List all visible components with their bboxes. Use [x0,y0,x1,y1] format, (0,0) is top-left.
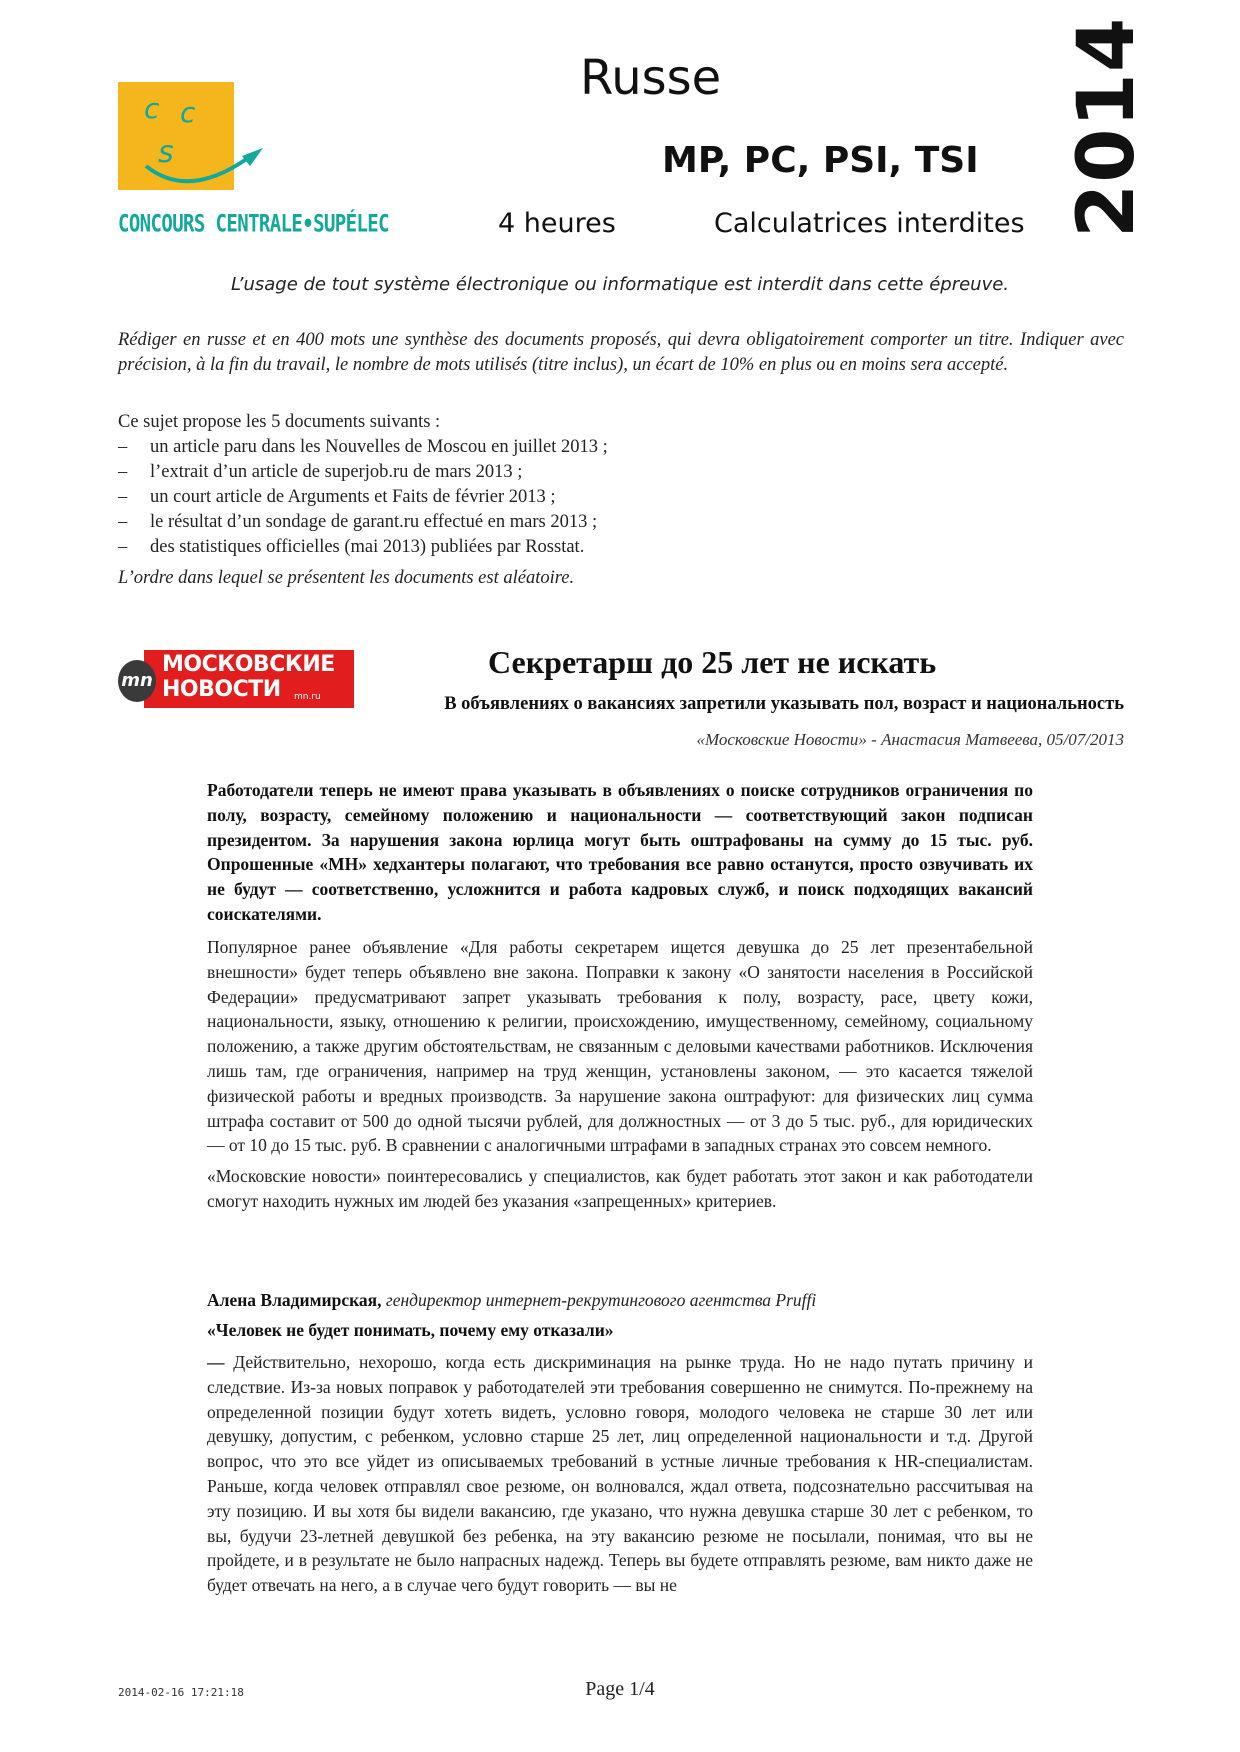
quote-title: «Человек не будет понимать, почему ему отказали» [207,1320,614,1340]
svg-text:c: c [144,92,160,125]
svg-text:c: c [180,96,196,129]
list-item: – un article paru dans les Nouvelles de Moscou en juillet 2013 ; [118,435,608,460]
article-body [207,935,1033,1220]
speaker-line [207,1288,1033,1313]
exam-series: MP, PC, PSI, TSI [662,140,979,181]
list-item: – des statistiques officielles (mai 2013) publiées par Rosstat. [118,535,608,560]
article-credit: «Московские Новости» - Анастасия Матвеева, 05/07/2013 [696,730,1124,749]
paragraph: Популярное ранее объявление «Для работы секретарем ищется девушка до 25 лет презентабельной внешности» будет теперь объявлено вне закона. Поправки к закону «О занятости населения в Российской Федерации» предусматривают запрет указывать требования к полу, возрасту, расе, цвету кожи, национальности, языку, отношению к религии, происхождению, имущественному, семейному, социальному положению, а также другим обстоятельствам, не связанным с деловыми качествами работников. Исключения лишь там, где ограничения, например на труд женщин, установлены законом, — это касается тяжелой физической работы и вредных производств. За нарушение закона оштрафуют: для физических лиц сумма штрафа составит от 500 до одной тысячи рублей, для должностных — от 3 до 5 тыс. руб., для юридических — от 10 до 15 тыс. руб. В сравнении с аналогичными штрафами в западных странах это совсем немного. [207,937,1033,1156]
list-item: – un court article de Arguments et Faits de février 2013 ; [118,485,608,510]
concours-logo [118,82,389,242]
article-lead: Работодатели теперь не имеют права указывать в объявлениях о поиске сотрудников ограничения по полу, возрасту, семейному положению и национальности — соответствующий закон подписан президентом. За нарушения закона юрлица могут быть оштрафованы на сумму до 15 тыс. руб. Опрошенные «МН» хедхантеры полагают, что требования все равно останутся, просто озвучивать их не будут — соответственно, усложнится и работа кадровых служб, и поиск подходящих вакансий соискателями. [207,780,1033,924]
exam-year: 2014 [1062,16,1152,238]
documents-intro: Ce sujet propose les 5 documents suivants : [118,412,441,432]
order-note: L’ordre dans lequel se présentent les documents est aléatoire. [118,568,575,588]
page-number: Page 1/4 [585,1678,655,1700]
article-title: Секретарш до 25 лет не искать [488,644,937,680]
list-item: – le résultat d’un sondage de garant.ru effectué en mars 2013 ; [118,510,608,535]
mn-badge-icon: mn [118,660,156,702]
logo-line-1: МОСКОВСКИЕ [162,652,335,677]
svg-text:s: s [158,135,174,170]
article-subtitle: В объявлениях о вакансиях запретили указывать пол, возраст и национальность [444,694,1124,714]
moskovskie-novosti-logo [118,650,354,716]
print-timestamp: 2014-02-16 17:21:18 [118,1686,244,1699]
interview-answer [207,1350,1033,1598]
list-item: – l’extrait d’un article de superjob.ru de mars 2013 ; [118,460,608,485]
speaker-role: гендиректор интернет-рекрутингового агентства Pruffi [385,1290,817,1310]
answer-dash: — [207,1352,225,1372]
exam-subject: Russe [580,50,722,106]
documents-list [118,435,608,560]
logo-line-2: НОВОСТИ [162,677,281,702]
logo-url: mn.ru [294,692,321,702]
logo-text: CONCOURS CENTRALE•SUPÉLEC [118,210,389,238]
electronics-notice: L’usage de tout système électronique ou informatique est interdit dans cette épreuve. [230,274,1010,295]
paragraph: «Московские новости» поинтересовались у специалистов, как будет работать этот закон и как работодатели смогут находить нужных им людей без указания «запрещенных» критериев. [207,1166,1033,1211]
speaker-name: Алена Владимирская, [207,1290,382,1310]
calculator-rule: Calculatrices interdites [714,208,1025,239]
smile-icon [118,82,386,207]
instructions-text: Rédiger en russe et en 400 mots une synthèse des documents proposés, qui devra obligatoirement comporter un titre. Indiquer avec précision, à la fin du travail, le nombre de mots utilisés (titre inclus), un écart de 10% en plus ou en moins sera accepté. [118,330,1124,375]
answer-text: Действительно, нехорошо, когда есть дискриминация на рынке труда. Но не надо путать причину и следствие. Из-за новых поправок у работодателей эти требования совершенно не снимутся. По-прежнему на определенной позиции будут хотеть видеть, условно говоря, молодого человека не старше 30 лет или девушку, допустим, с ребенком, условно старше 25 лет, лиц определенной национальности и т.д. Другой вопрос, что это все уйдет из описываемых требований в устные личные требования к HR-специалистам. Раньше, когда человек отправлял свое резюме, он волновался, ждал ответа, подсознательно рассчитывая на эту позицию. И вы хотя бы видели вакансию, где указано, что нужна девушка старше 30 лет с ребенком, то вы, будучи 23-летней девушкой без ребенка, на эту вакансию резюме не посылали, понимая, что вы не пройдете, и в результате не было напрасных надежд. Теперь вы будете отправлять резюме, вам никто даже не будет отвечать на него, а в случае чего будут говорить — вы не [207,1352,1033,1596]
exam-duration: 4 heures [498,208,616,239]
